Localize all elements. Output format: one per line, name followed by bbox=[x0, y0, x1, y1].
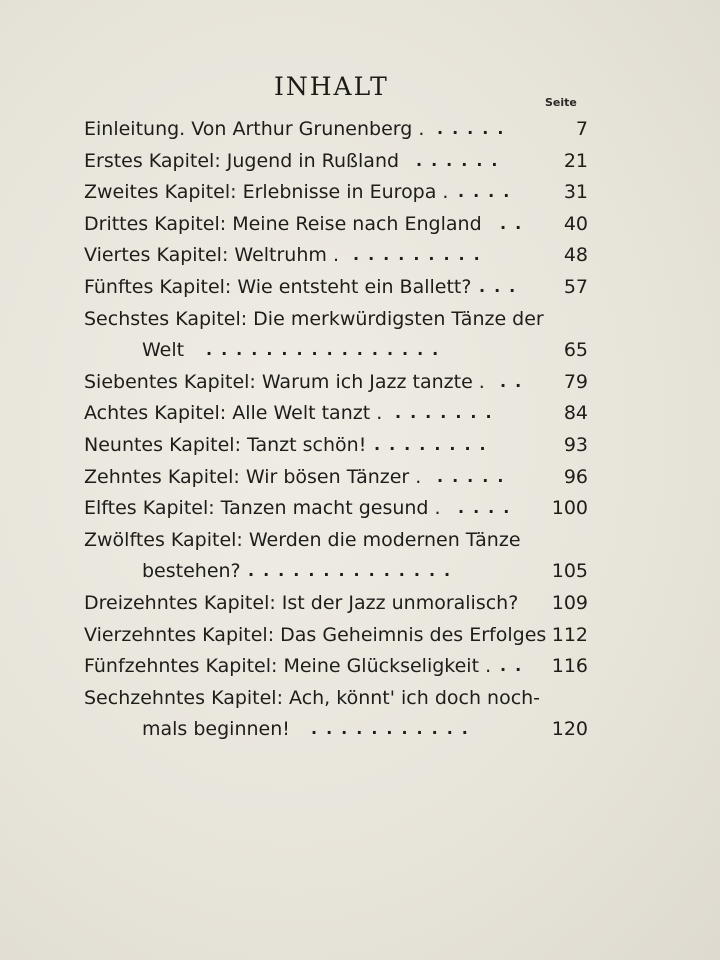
toc-entry-text: Erstes Kapitel: Jugend in Rußland bbox=[84, 149, 400, 172]
page-number: 84 bbox=[563, 402, 588, 425]
toc-entry-text: Sechzehntes Kapitel: Ach, könnt' ich doch noch- bbox=[84, 686, 541, 709]
dot-leader: .... bbox=[458, 182, 519, 202]
dot-leader: ....... bbox=[395, 403, 501, 423]
toc-entry-line bbox=[0, 718, 720, 748]
dot-leader: ........... bbox=[311, 719, 477, 739]
toc-entry-line bbox=[0, 308, 720, 338]
page-column-label: Seite bbox=[545, 96, 577, 109]
page-number: 79 bbox=[563, 370, 588, 393]
toc-entry-text: bestehen? bbox=[142, 560, 241, 583]
toc-entry-line bbox=[0, 529, 720, 559]
toc-entry-line bbox=[0, 244, 720, 274]
toc-entry-line bbox=[0, 466, 720, 496]
page-number: 100 bbox=[551, 497, 588, 520]
toc-entry-text: Einleitung. Von Arthur Grunenberg . bbox=[84, 118, 425, 140]
page-number: 96 bbox=[563, 465, 588, 488]
toc-entry-text: Achtes Kapitel: Alle Welt tanzt . bbox=[84, 402, 383, 425]
dot-leader: ... bbox=[479, 277, 525, 296]
dot-leader: .. bbox=[500, 371, 531, 391]
toc-entry-line bbox=[0, 118, 720, 148]
page-number: 40 bbox=[563, 212, 588, 235]
page-number: 31 bbox=[563, 181, 588, 204]
toc-entry-text: Sechstes Kapitel: Die merkwürdigsten Tänze der bbox=[84, 307, 544, 330]
page-number: 48 bbox=[563, 244, 588, 267]
toc-entry-line bbox=[0, 371, 720, 401]
toc-entry-text: Siebentes Kapitel: Warum ich Jazz tanzte . bbox=[84, 370, 485, 393]
toc-entry-text: Viertes Kapitel: Weltruhm . bbox=[84, 244, 339, 267]
page-number: 105 bbox=[551, 560, 588, 583]
page-number: 116 bbox=[551, 655, 588, 678]
toc-entry-line bbox=[0, 150, 720, 180]
page-number: 7 bbox=[575, 118, 588, 140]
toc-entry-text: Zehntes Kapitel: Wir bösen Tänzer . bbox=[84, 465, 422, 488]
dot-leader: .. bbox=[500, 213, 531, 233]
page-number: 57 bbox=[563, 276, 588, 298]
toc-entry-text: Neuntes Kapitel: Tanzt schön! bbox=[84, 434, 367, 456]
dot-leader: ........ bbox=[374, 435, 495, 454]
toc-entry-line bbox=[0, 339, 720, 369]
dot-leader: ..... bbox=[437, 466, 513, 486]
toc-entry-text: Elftes Kapitel: Tanzen macht gesund . bbox=[84, 497, 441, 520]
dot-leader: .. bbox=[500, 656, 531, 676]
toc-entry-line bbox=[0, 655, 720, 685]
dot-leader: .... bbox=[458, 498, 519, 518]
toc-entry-text: Zwölftes Kapitel: Werden die modernen Tänze bbox=[84, 528, 521, 551]
dot-leader: ..... bbox=[437, 119, 513, 138]
toc-entry-line bbox=[0, 434, 720, 464]
toc-entry-text: Fünftes Kapitel: Wie entsteht ein Ballett? bbox=[84, 276, 472, 298]
page-number: 21 bbox=[563, 149, 588, 172]
toc-entry-line bbox=[0, 213, 720, 243]
toc-entry-text: Vierzehntes Kapitel: Das Geheimnis des Erfolges bbox=[84, 623, 547, 646]
page-number: 93 bbox=[563, 434, 588, 456]
page-number: 109 bbox=[551, 592, 588, 614]
toc-entry-line bbox=[0, 402, 720, 432]
toc-entry-line bbox=[0, 181, 720, 211]
toc-entry-line bbox=[0, 624, 720, 654]
toc-entry-text: Drittes Kapitel: Meine Reise nach England bbox=[84, 212, 482, 235]
dot-leader: ......... bbox=[353, 245, 489, 265]
toc-entry-line bbox=[0, 276, 720, 306]
toc-entry-line bbox=[0, 560, 720, 590]
toc-entry-line bbox=[0, 592, 720, 622]
toc-entry-text: Dreizehntes Kapitel: Ist der Jazz unmoralisch? bbox=[84, 592, 519, 614]
page-number: 112 bbox=[551, 623, 588, 646]
dot-leader: .............. bbox=[248, 561, 460, 581]
toc-entry-line bbox=[0, 687, 720, 717]
page-number: 65 bbox=[563, 339, 588, 362]
toc-entry-line bbox=[0, 497, 720, 527]
toc-entry-text: Welt bbox=[142, 339, 185, 362]
toc-entry-text: Fünfzehntes Kapitel: Meine Glückseligkeit . bbox=[84, 655, 492, 678]
toc-entry-text: mals beginnen! bbox=[142, 718, 290, 741]
dot-leader: ...... bbox=[416, 150, 507, 170]
page-title: INHALT bbox=[274, 72, 389, 101]
dot-leader: ................ bbox=[206, 340, 448, 360]
page-number: 120 bbox=[551, 718, 588, 741]
toc-entry-text: Zweites Kapitel: Erlebnisse in Europa . bbox=[84, 181, 449, 204]
